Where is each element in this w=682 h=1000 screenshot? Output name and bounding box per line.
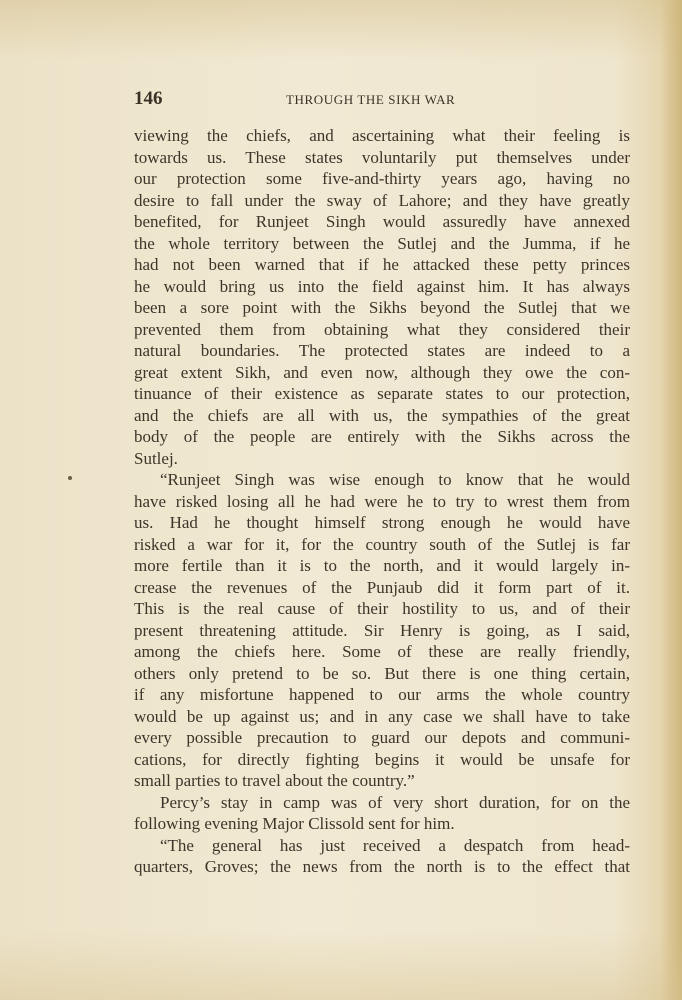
text-line: “Runjeet Singh was wise enough to know that he would xyxy=(160,470,630,489)
text-line: prevented them from obtaining what they considered their xyxy=(134,319,630,339)
text-line: and the chiefs are all with us, the sympathies of the great xyxy=(134,405,630,425)
text-line: tinuance of their existence as separate states to our protection, xyxy=(134,384,630,403)
text-line: desire to fall under the sway of Lahore; and they have greatly xyxy=(134,190,630,210)
text-line: present threatening attitude. Sir Henry is going, as I said, xyxy=(134,620,630,640)
text-line: following evening Major Clissold sent for him. xyxy=(134,814,455,833)
page-number: 146 xyxy=(134,88,163,109)
text-line: This is the real cause of their hostility to us, and of their xyxy=(134,599,630,618)
text-line: others only pretend to be so. But there is one thing certain, xyxy=(134,663,630,683)
text-line: body of the people are entirely with the Sikhs across the xyxy=(134,427,630,446)
text-line: us. Had he thought himself strong enough he would have xyxy=(134,513,630,532)
running-header xyxy=(134,88,630,114)
text-line: “The general has just received a despatch from head- xyxy=(160,835,630,855)
text-line: he would bring us into the field against him. It has always xyxy=(134,276,630,296)
text-line: among the chiefs here. Some of these are really friendly, xyxy=(134,642,630,661)
stray-ink-mark xyxy=(68,476,72,480)
text-line: Percy’s stay in camp was of very short duration, for on the xyxy=(160,792,630,812)
running-title: THROUGH THE SIKH WAR xyxy=(286,92,456,107)
text-line: viewing the chiefs, and ascertaining what their feeling is xyxy=(134,126,630,145)
text-line: risked a war for it, for the country south of the Sutlej is far xyxy=(134,534,630,554)
text-line: have risked losing all he had were he to try to wrest them from xyxy=(134,491,630,511)
page-edge-shadow xyxy=(660,0,682,1000)
body-text xyxy=(134,125,630,878)
text-line: the whole territory between the Sutlej and the Jumma, if he xyxy=(134,233,630,253)
text-line: more fertile than it is to the north, and it would largely in- xyxy=(134,556,630,575)
text-line: cations, for directly fighting begins it would be unsafe for xyxy=(134,749,630,769)
text-line: benefited, for Runjeet Singh would assuredly have annexed xyxy=(134,212,630,231)
text-line: Sutlej. xyxy=(134,448,178,468)
text-line: natural boundaries. The protected states are indeed to a xyxy=(134,341,630,360)
text-line: been a sore point with the Sikhs beyond the Sutlej that we xyxy=(134,298,630,317)
text-line: if any misfortune happened to our arms the whole country xyxy=(134,685,630,704)
text-line: towards us. These states voluntarily put themselves under xyxy=(134,147,630,167)
text-line: would be up against us; and in any case we shall have to take xyxy=(134,706,630,726)
text-line: our protection some five-and-thirty years ago, having no xyxy=(134,169,630,188)
text-line: small parties to travel about the country.” xyxy=(134,771,415,790)
text-line: every possible precaution to guard our depots and communi- xyxy=(134,728,630,747)
text-line: great extent Sikh, and even now, although they owe the con- xyxy=(134,362,630,382)
text-line: crease the revenues of the Punjaub did it form part of it. xyxy=(134,577,630,597)
text-line: had not been warned that if he attacked these petty princes xyxy=(134,255,630,274)
text-line: quarters, Groves; the news from the north is to the effect that xyxy=(134,857,630,876)
